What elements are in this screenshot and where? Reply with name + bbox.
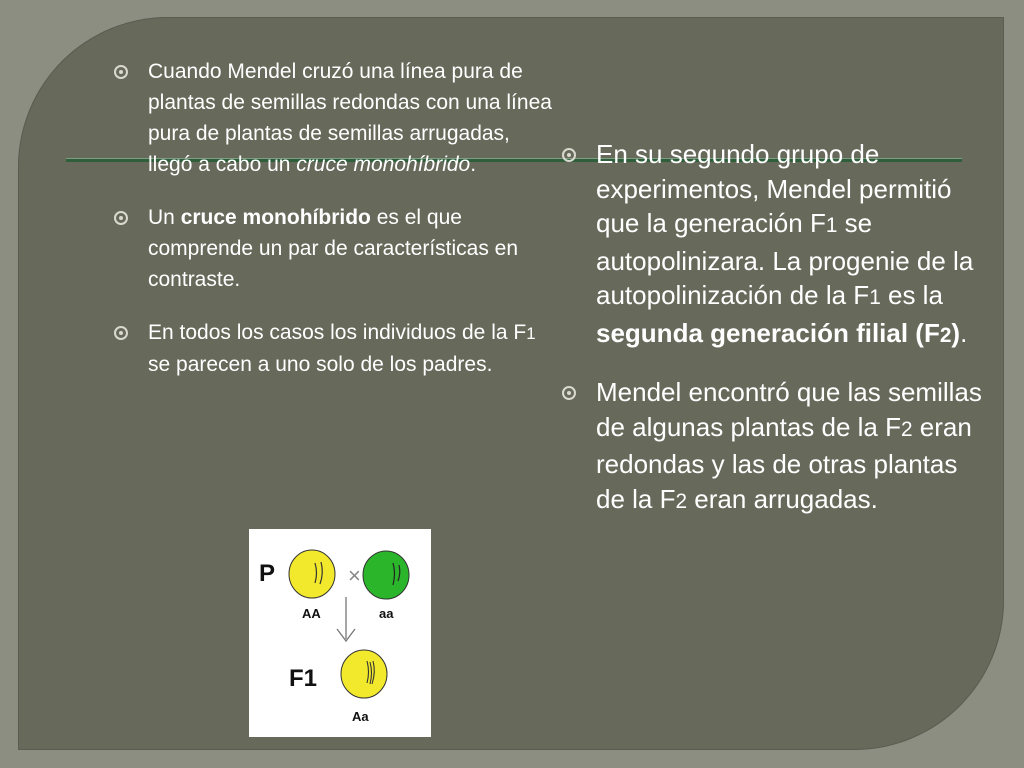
bullet-text: En su segundo grupo de experimentos, Mendel permitió que la generación F1 se autopolinizara. La progenie de la autopolinización de la F1 es la segunda generación filial (F2). — [596, 139, 974, 348]
bullet-circle-icon — [114, 65, 128, 79]
parent-generation-label: P — [259, 560, 276, 587]
bullet-item-5 — [560, 375, 992, 519]
cross-diagram — [249, 529, 431, 737]
yellow-seed-parent — [289, 550, 335, 598]
f1-genotype: Aa — [352, 709, 369, 724]
bullet-text: En todos los casos los individuos de la F1 se parecen a uno solo de los padres. — [148, 321, 536, 376]
right-bullet-list — [560, 137, 992, 541]
bullet-text: Mendel encontró que las semillas de algunas plantas de la F2 eran redondas y las de otras plantas de la F2 eran arrugadas. — [596, 377, 982, 514]
f1-generation-label: F1 — [289, 665, 318, 692]
green-seed-parent — [363, 551, 409, 599]
bullet-text: Cuando Mendel cruzó una línea pura de plantas de semillas redondas con una línea pura de plantas de semillas arrugadas, llegó a cabo un cruce monohíbrido. — [148, 60, 552, 176]
monohybrid-cross-figure — [249, 529, 431, 737]
bullet-item-1 — [112, 56, 552, 180]
bullet-item-3 — [112, 317, 552, 380]
parent1-genotype: AA — [302, 606, 321, 621]
yellow-seed-f1 — [341, 650, 387, 698]
parent2-genotype: aa — [379, 606, 394, 621]
bullet-item-2 — [112, 202, 552, 295]
bullet-item-4 — [560, 137, 992, 353]
cross-symbol: × — [348, 563, 361, 588]
bullet-circle-icon — [114, 326, 128, 340]
bullet-circle-icon — [562, 148, 576, 162]
left-bullet-list — [112, 56, 552, 402]
bullet-text: Un cruce monohíbrido es el que comprende un par de características en contraste. — [148, 206, 519, 291]
bullet-circle-icon — [562, 386, 576, 400]
bullet-circle-icon — [114, 211, 128, 225]
